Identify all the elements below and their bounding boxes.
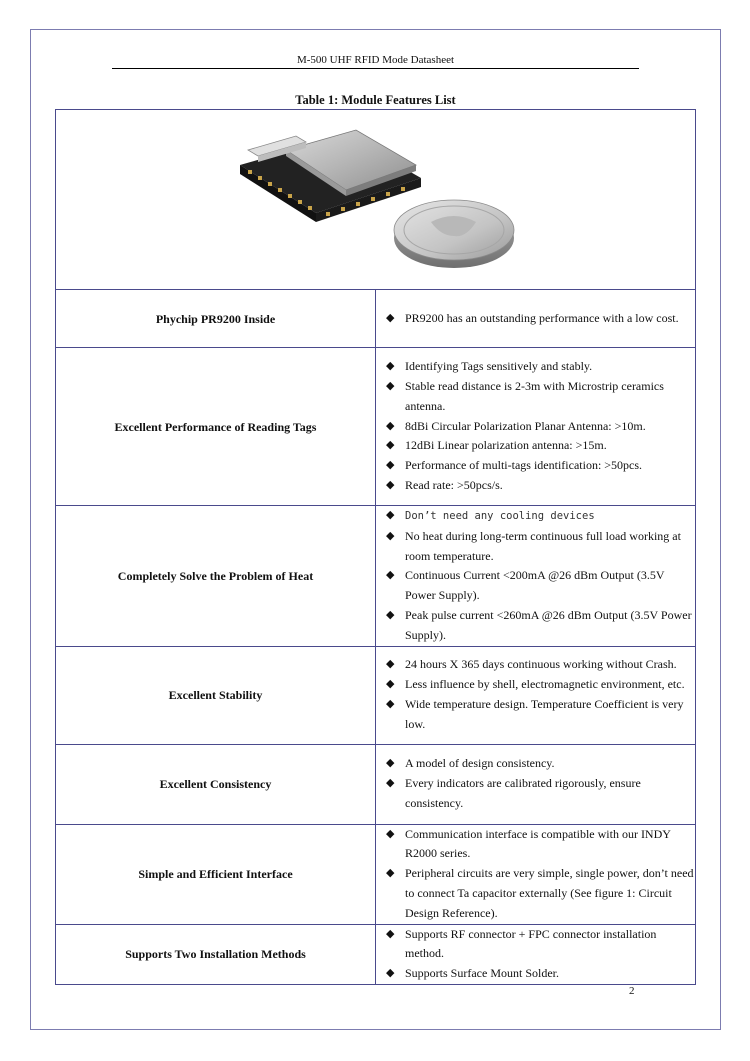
feature-label: Excellent Consistency (56, 744, 376, 824)
feature-bullet-item (384, 695, 695, 735)
feature-bullet-text: A model of design consistency. (405, 756, 555, 771)
feature-bullet-item (384, 566, 695, 606)
diamond-bullet-icon: ◆ (386, 380, 395, 392)
feature-bullet-text: Read rate: >50pcs/s. (405, 477, 503, 492)
feature-bullet-text: Stable read distance is 2-3m with Microstrip ceramics antenna. (405, 379, 664, 413)
feature-row (56, 744, 696, 824)
diamond-bullet-icon: ◆ (386, 439, 395, 452)
feature-content (376, 924, 696, 984)
diamond-bullet-icon: ◆ (386, 478, 395, 491)
feature-content (376, 824, 696, 924)
feature-row (56, 646, 696, 744)
feature-bullet-item (384, 606, 695, 646)
feature-bullet-text: 24 hours X 365 days continuous working without Crash. (405, 657, 677, 672)
diamond-bullet-icon: ◆ (386, 509, 395, 521)
feature-bullet-text: Supports RF connector + FPC connector installation method. (405, 926, 657, 961)
diamond-bullet-icon: ◆ (386, 827, 395, 840)
feature-label: Excellent Performance of Reading Tags (56, 348, 376, 506)
feature-bullet-item (384, 436, 695, 456)
table-caption: Table 1: Module Features List (295, 93, 456, 107)
feature-bullet-text: Identifying Tags sensitively and stably. (405, 359, 593, 374)
feature-bullet-text: Peak pulse current <260mA @26 dBm Output (3.5V Power Supply). (405, 607, 692, 642)
diamond-bullet-icon: ◆ (386, 927, 395, 940)
page-number: 2 (629, 985, 635, 997)
feature-bullet-text: Don’t need any cooling devices (405, 510, 595, 522)
feature-bullet-item (384, 377, 695, 417)
feature-bullet-item (384, 527, 695, 567)
feature-bullet-item (384, 357, 695, 377)
feature-bullet-text: No heat during long-term continuous full load working at room temperature. (405, 528, 681, 563)
diamond-bullet-icon: ◆ (386, 569, 395, 582)
feature-bullet-item (384, 309, 695, 329)
feature-bullet-text: 8dBi Circular Polarization Planar Antenna: >10m. (405, 418, 646, 433)
feature-bullet-item (384, 675, 695, 695)
feature-bullet-text: Wide temperature design. Temperature Coefficient is very low. (405, 697, 684, 731)
image-cell (56, 110, 696, 290)
feature-row (56, 824, 696, 924)
header-title: M-500 UHF RFID Mode Datasheet (296, 54, 455, 66)
feature-bullet-text: Peripheral circuits are very simple, single power, don’t need to connect Ta capacitor externally (See figure 1: Circuit Design Reference). (405, 866, 694, 920)
module-photo-icon (226, 110, 526, 285)
feature-bullet-list (384, 754, 695, 813)
diamond-bullet-icon: ◆ (386, 311, 395, 324)
diamond-bullet-icon: ◆ (386, 967, 395, 980)
feature-bullet-text: Continuous Current <200mA @26 dBm Output (3.5V Power Supply). (405, 568, 665, 603)
feature-row (56, 290, 696, 348)
feature-bullet-item (384, 825, 695, 865)
feature-label: Completely Solve the Problem of Heat (56, 506, 376, 647)
diamond-bullet-icon: ◆ (386, 459, 395, 472)
feature-bullet-list (384, 506, 695, 646)
diamond-bullet-icon: ◆ (386, 658, 395, 671)
diamond-bullet-icon: ◆ (386, 529, 395, 542)
feature-label: Excellent Stability (56, 646, 376, 744)
diamond-bullet-icon: ◆ (386, 608, 395, 621)
diamond-bullet-icon: ◆ (386, 360, 395, 373)
feature-content (376, 290, 696, 348)
feature-bullet-item (384, 964, 695, 984)
feature-bullet-text: Communication interface is compatible with our INDY R2000 series. (405, 826, 671, 861)
diamond-bullet-icon: ◆ (386, 678, 395, 691)
feature-bullet-text: Every indicators are calibrated rigorously, ensure consistency. (405, 776, 641, 810)
feature-bullet-text: 12dBi Linear polarization antenna: >15m. (405, 438, 607, 453)
diamond-bullet-icon: ◆ (386, 698, 395, 711)
feature-bullet-item (384, 476, 695, 496)
feature-bullet-list (384, 357, 695, 496)
diamond-bullet-icon: ◆ (386, 419, 395, 432)
feature-content (376, 348, 696, 506)
feature-bullet-list (384, 825, 695, 924)
header-rule (112, 68, 639, 69)
feature-label: Supports Two Installation Methods (56, 924, 376, 984)
feature-bullet-text: Supports Surface Mount Solder. (405, 966, 559, 981)
feature-bullet-item (384, 925, 695, 965)
feature-row (56, 924, 696, 984)
feature-bullet-list (384, 309, 695, 329)
diamond-bullet-icon: ◆ (386, 867, 395, 880)
feature-bullet-item (384, 754, 695, 774)
diamond-bullet-icon: ◆ (386, 777, 395, 790)
feature-bullet-text: Less influence by shell, electromagnetic environment, etc. (405, 677, 685, 692)
feature-content (376, 646, 696, 744)
features-table (55, 109, 696, 985)
image-row (56, 110, 696, 290)
feature-label: Simple and Efficient Interface (56, 824, 376, 924)
feature-row (56, 348, 696, 506)
feature-row (56, 506, 696, 647)
feature-content (376, 744, 696, 824)
feature-bullet-item (384, 506, 695, 527)
feature-bullet-item (384, 417, 695, 437)
feature-label: Phychip PR9200 Inside (56, 290, 376, 348)
feature-bullet-text: Performance of multi-tags identification: >50pcs. (405, 458, 643, 473)
diamond-bullet-icon: ◆ (386, 757, 395, 770)
feature-bullet-item (384, 655, 695, 675)
feature-bullet-item (384, 456, 695, 476)
feature-bullet-item (384, 864, 695, 923)
feature-bullet-item (384, 774, 695, 814)
feature-bullet-text: PR9200 has an outstanding performance with a low cost. (405, 310, 679, 325)
feature-bullet-list (384, 925, 695, 984)
feature-content (376, 506, 696, 647)
feature-bullet-list (384, 655, 695, 734)
